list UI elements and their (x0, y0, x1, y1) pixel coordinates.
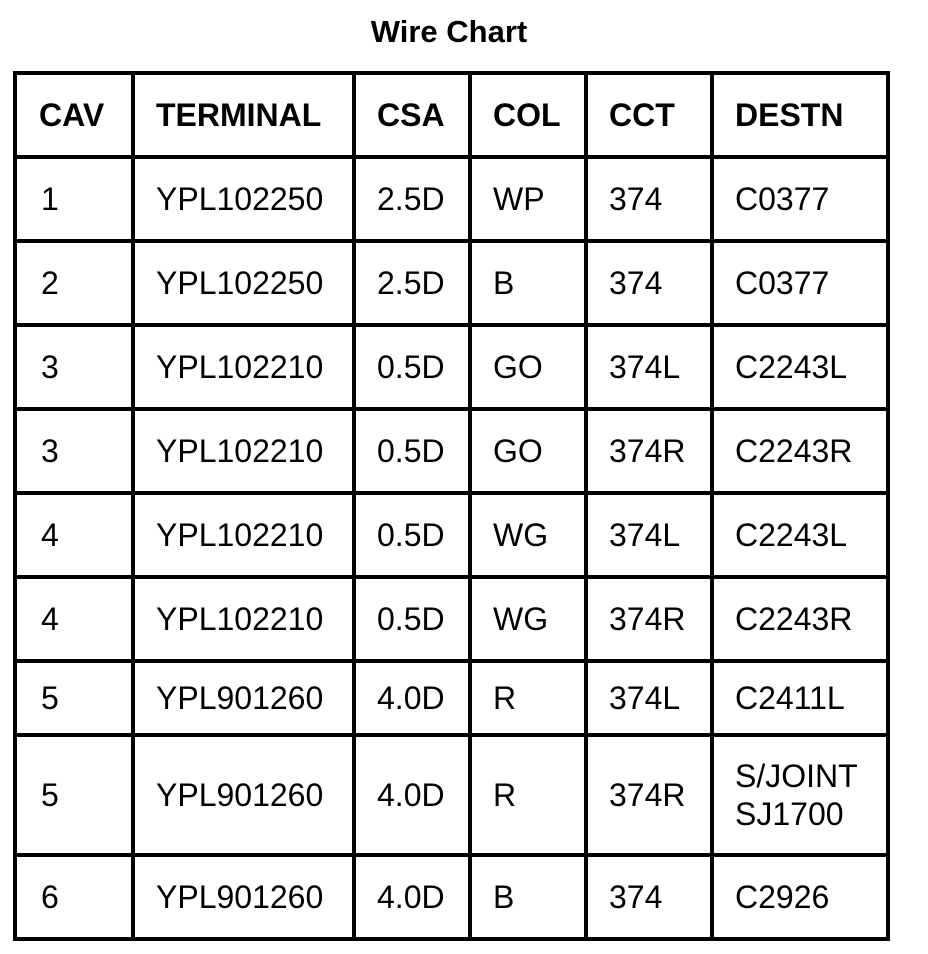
destn-line: C2926 (735, 879, 830, 915)
header-cav: CAV (15, 73, 133, 157)
table-header-row (15, 73, 888, 157)
destn-line: C2243R (735, 601, 853, 637)
header-csa: CSA (354, 73, 470, 157)
header-terminal: TERMINAL (133, 73, 354, 157)
cell-csa: 4.0D (354, 855, 470, 939)
cell-terminal: YPL901260 (133, 735, 354, 855)
cell-cct: 374L (586, 493, 712, 577)
cell-destn (712, 241, 888, 325)
table-row (15, 577, 888, 661)
cell-csa: 0.5D (354, 325, 470, 409)
table-row (15, 855, 888, 939)
table-body (15, 157, 888, 939)
cell-destn (712, 325, 888, 409)
header-destn: DESTN (712, 73, 888, 157)
cell-cct: 374 (586, 157, 712, 241)
cell-destn (712, 855, 888, 939)
cell-csa: 4.0D (354, 735, 470, 855)
table-row (15, 493, 888, 577)
cell-csa: 0.5D (354, 493, 470, 577)
cell-cav: 2 (15, 241, 133, 325)
cell-csa: 2.5D (354, 241, 470, 325)
cell-terminal: YPL102210 (133, 577, 354, 661)
cell-cav: 1 (15, 157, 133, 241)
cell-cav: 6 (15, 855, 133, 939)
cell-csa: 0.5D (354, 409, 470, 493)
page-title: Wire Chart (370, 14, 528, 49)
cell-terminal: YPL102210 (133, 493, 354, 577)
cell-terminal: YPL102250 (133, 157, 354, 241)
cell-destn (712, 157, 888, 241)
cell-col: R (470, 661, 586, 735)
destn-line: SJ1700 (735, 796, 844, 832)
cell-terminal: YPL102210 (133, 325, 354, 409)
cell-cct: 374 (586, 241, 712, 325)
destn-line: S/JOINT (735, 758, 858, 794)
cell-terminal: YPL901260 (133, 855, 354, 939)
cell-cct: 374 (586, 855, 712, 939)
cell-cav: 4 (15, 577, 133, 661)
cell-col: WP (470, 157, 586, 241)
cell-terminal: YPL901260 (133, 661, 354, 735)
table-row (15, 661, 888, 735)
cell-destn (712, 409, 888, 493)
cell-csa: 4.0D (354, 661, 470, 735)
cell-csa: 2.5D (354, 157, 470, 241)
destn-line: C2243L (735, 349, 848, 385)
cell-col: WG (470, 577, 586, 661)
cell-destn (712, 661, 888, 735)
cell-cav: 3 (15, 409, 133, 493)
cell-cct: 374R (586, 735, 712, 855)
cell-col: B (470, 855, 586, 939)
table-row (15, 157, 888, 241)
destn-line: C2243R (735, 433, 853, 469)
cell-cct: 374R (586, 409, 712, 493)
cell-col: R (470, 735, 586, 855)
cell-col: B (470, 241, 586, 325)
cell-terminal: YPL102250 (133, 241, 354, 325)
cell-cct: 374L (586, 325, 712, 409)
header-cct: CCT (586, 73, 712, 157)
cell-col: GO (470, 409, 586, 493)
cell-cav: 4 (15, 493, 133, 577)
header-col: COL (470, 73, 586, 157)
cell-col: GO (470, 325, 586, 409)
cell-cav: 5 (15, 735, 133, 855)
destn-line: C0377 (735, 265, 830, 301)
cell-csa: 0.5D (354, 577, 470, 661)
destn-line: C0377 (735, 181, 830, 217)
cell-cct: 374L (586, 661, 712, 735)
table-row (15, 735, 888, 855)
cell-cct: 374R (586, 577, 712, 661)
cell-col: WG (470, 493, 586, 577)
wire-chart-table (13, 71, 890, 941)
table-row (15, 325, 888, 409)
table-row (15, 241, 888, 325)
cell-destn (712, 735, 888, 855)
destn-line: C2411L (735, 680, 845, 716)
cell-cav: 3 (15, 325, 133, 409)
cell-cav: 5 (15, 661, 133, 735)
cell-destn (712, 493, 888, 577)
destn-line: C2243L (735, 517, 848, 553)
cell-terminal: YPL102210 (133, 409, 354, 493)
table-row (15, 409, 888, 493)
cell-destn (712, 577, 888, 661)
